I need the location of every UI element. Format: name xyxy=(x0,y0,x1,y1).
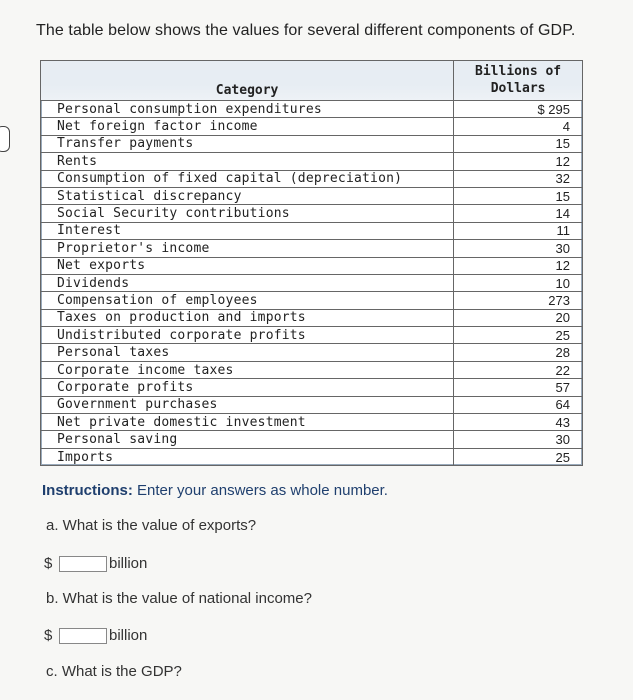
currency-symbol: $ xyxy=(44,555,53,572)
row-category: Net private domestic investment xyxy=(41,414,454,431)
row-category: Government purchases xyxy=(41,396,454,413)
row-value: 28 xyxy=(454,344,583,361)
gdp-components-table xyxy=(40,60,583,466)
table-row xyxy=(41,292,583,309)
row-category: Net foreign factor income xyxy=(41,118,454,135)
table-row xyxy=(41,240,583,257)
row-category: Social Security contributions xyxy=(41,205,454,222)
table-body xyxy=(41,101,583,466)
instructions-label: Instructions: xyxy=(42,482,133,499)
exports-answer-input[interactable] xyxy=(59,556,107,572)
row-value: 30 xyxy=(454,240,583,257)
row-value: 57 xyxy=(454,379,583,396)
table-row xyxy=(41,274,583,291)
row-value: 11 xyxy=(454,222,583,239)
row-category: Consumption of fixed capital (depreciation) xyxy=(41,170,454,187)
row-value: 15 xyxy=(454,187,583,204)
table-row xyxy=(41,170,583,187)
instructions-text: Enter your answers as whole number. xyxy=(132,482,388,499)
row-category: Undistributed corporate profits xyxy=(41,327,454,344)
question-c: c. What is the GDP? xyxy=(46,663,182,680)
table-row xyxy=(41,222,583,239)
row-value: 10 xyxy=(454,274,583,291)
row-category: Personal saving xyxy=(41,431,454,448)
unit-label: billion xyxy=(109,555,148,572)
table-row xyxy=(41,257,583,274)
table-row xyxy=(41,101,583,118)
table-row xyxy=(41,135,583,152)
row-category: Compensation of employees xyxy=(41,292,454,309)
row-value: 22 xyxy=(454,361,583,378)
value-column-header xyxy=(454,61,583,101)
value-header-line2: Dollars xyxy=(490,81,546,96)
row-category: Interest xyxy=(41,222,454,239)
value-header-line1: Billions of xyxy=(475,64,562,79)
row-category: Corporate income taxes xyxy=(41,361,454,378)
intro-text: The table below shows the values for several different components of GDP. xyxy=(36,22,576,39)
table-row xyxy=(41,344,583,361)
table-row xyxy=(41,187,583,204)
row-value: 4 xyxy=(454,118,583,135)
table-row xyxy=(41,431,583,448)
table-row xyxy=(41,309,583,326)
table-row xyxy=(41,379,583,396)
table-row xyxy=(41,448,583,465)
currency-symbol: $ xyxy=(44,627,53,644)
row-category: Statistical discrepancy xyxy=(41,187,454,204)
row-category: Personal consumption expenditures xyxy=(41,101,454,118)
row-value: 20 xyxy=(454,309,583,326)
row-value: 14 xyxy=(454,205,583,222)
row-value: 25 xyxy=(454,327,583,344)
category-column-header: Category xyxy=(41,61,454,101)
row-category: Net exports xyxy=(41,257,454,274)
row-value: 43 xyxy=(454,414,583,431)
question-b: b. What is the value of national income? xyxy=(46,590,312,607)
page-edge-marker xyxy=(0,126,10,152)
row-value: 15 xyxy=(454,135,583,152)
row-value: 25 xyxy=(454,448,583,465)
row-category: Corporate profits xyxy=(41,379,454,396)
row-category: Rents xyxy=(41,153,454,170)
question-a: a. What is the value of exports? xyxy=(46,517,257,534)
table-row xyxy=(41,414,583,431)
unit-label: billion xyxy=(109,627,148,644)
table-row xyxy=(41,396,583,413)
national-income-answer-input[interactable] xyxy=(59,628,107,644)
row-value: 32 xyxy=(454,170,583,187)
table-row xyxy=(41,327,583,344)
row-category: Transfer payments xyxy=(41,135,454,152)
table-header-row xyxy=(41,61,583,101)
row-value: $ 295 xyxy=(454,101,583,118)
table-row xyxy=(41,153,583,170)
table-row xyxy=(41,205,583,222)
row-value: 273 xyxy=(454,292,583,309)
row-value: 64 xyxy=(454,396,583,413)
row-value: 12 xyxy=(454,153,583,170)
row-category: Dividends xyxy=(41,274,454,291)
answer-row-a xyxy=(44,555,147,572)
row-value: 12 xyxy=(454,257,583,274)
row-category: Imports xyxy=(41,448,454,465)
row-value: 30 xyxy=(454,431,583,448)
row-category: Proprietor's income xyxy=(41,240,454,257)
row-category: Taxes on production and imports xyxy=(41,309,454,326)
table-row xyxy=(41,118,583,135)
row-category: Personal taxes xyxy=(41,344,454,361)
instructions xyxy=(42,482,388,499)
answer-row-b xyxy=(44,627,147,644)
table-row xyxy=(41,361,583,378)
